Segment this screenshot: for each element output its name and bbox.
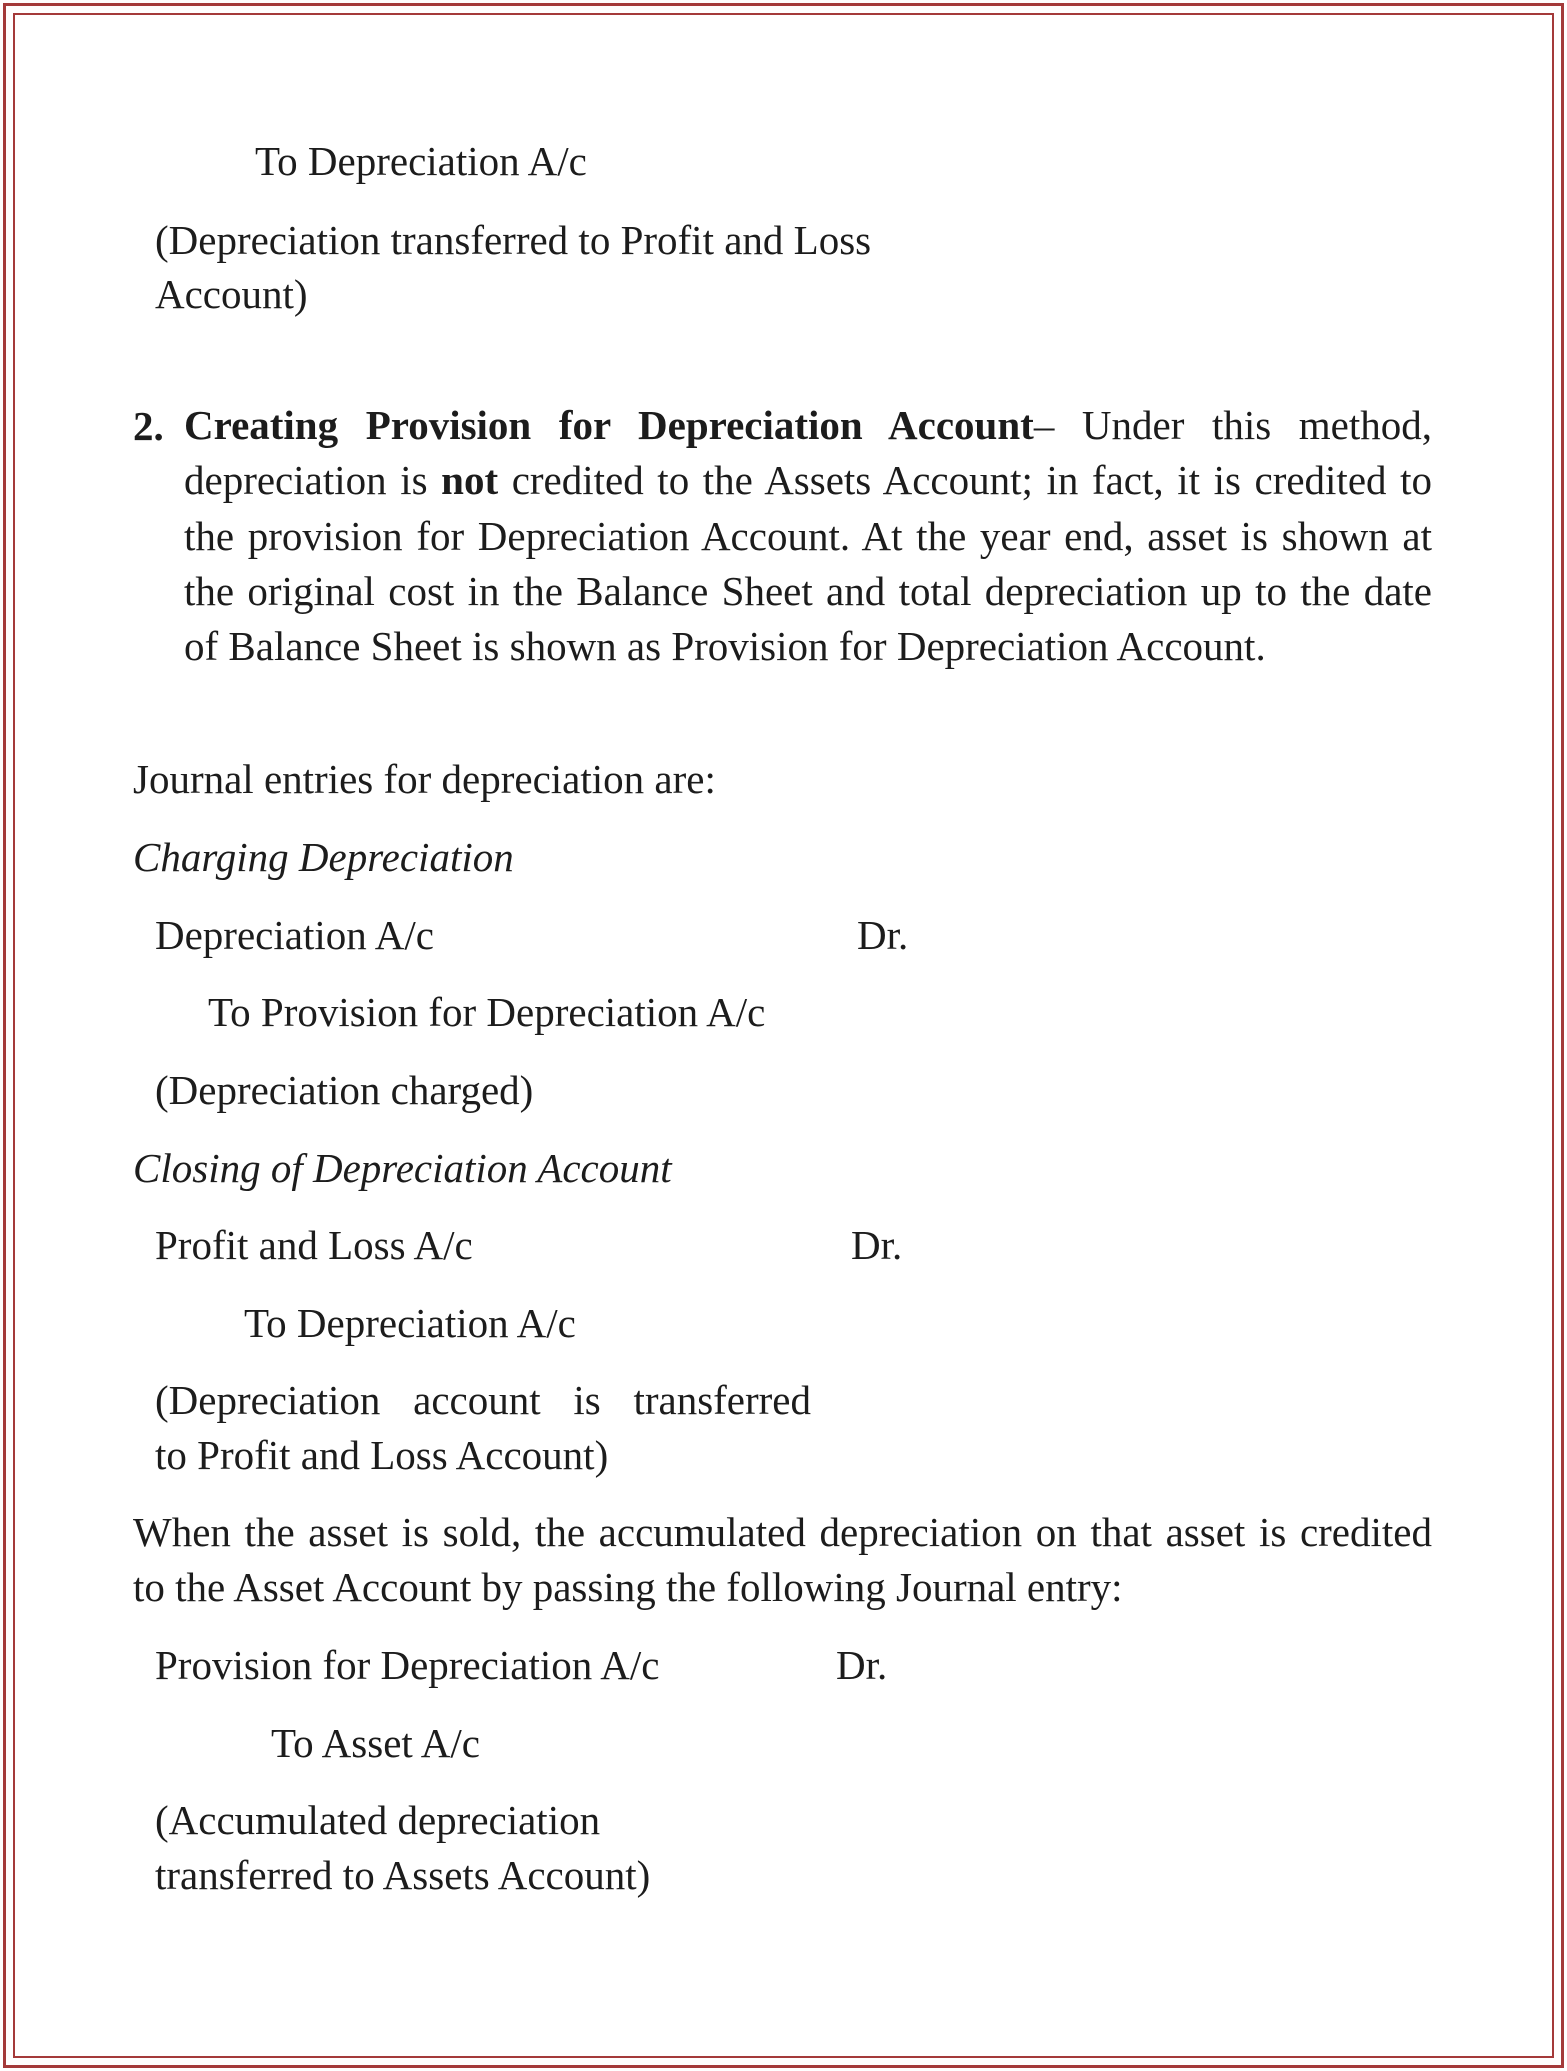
- sold-debit-account: Provision for Depreciation A/c: [155, 1642, 660, 1688]
- sold-paragraph: When the asset is sold, the accumulated depreciation on that asset is credited to the Asset Account by passing the following Journal entry:: [133, 1509, 1432, 1611]
- closing-narration-line2: to Profit and Loss Account): [155, 1432, 609, 1478]
- sold-dr-label: Dr.: [836, 1642, 888, 1688]
- charging-credit-line: To Provision for Depreciation A/c: [208, 989, 766, 1035]
- section2-text-part1: Under this method, depreciation is: [184, 402, 1432, 504]
- prev-entry-credit-line: To Depreciation A/c: [255, 138, 587, 184]
- closing-debit-account: Profit and Loss A/c: [155, 1222, 473, 1268]
- section2-emphasis: not: [441, 457, 499, 504]
- prev-entry-narration-line2: Account): [155, 271, 308, 317]
- charging-narration: (Depreciation charged): [155, 1067, 534, 1113]
- sold-narration-line1: (Accumulated depreciation: [155, 1797, 601, 1843]
- section-number: 2.: [133, 403, 164, 449]
- section2-dash: –: [1033, 402, 1055, 448]
- charging-dr-label: Dr.: [857, 912, 909, 958]
- charging-debit-account: Depreciation A/c: [155, 912, 434, 958]
- closing-heading: Closing of Depreciation Account: [133, 1145, 672, 1191]
- journal-intro: Journal entries for depreciation are:: [133, 756, 716, 802]
- closing-narration-line1: (Depreciation account is transferred: [155, 1377, 811, 1423]
- section2-heading: Creating Provision for Depreciation Account: [184, 402, 1034, 448]
- sold-credit-line: To Asset A/c: [271, 1720, 480, 1766]
- prev-entry-narration-line1: (Depreciation transferred to Profit and Loss: [155, 217, 872, 263]
- section2-text-part2: credited to the Assets Account; in fact, it is credited to the provision for Depreciation Account. At the year end, asset is shown at the original cost in the Balance Sheet and total depreciation up to the date of Balance Sheet is shown as Provision for Depreciation Account.: [184, 457, 1433, 670]
- closing-dr-label: Dr.: [851, 1222, 903, 1268]
- section2-paragraph: [184, 398, 1432, 674]
- sold-narration-line2: transferred to Assets Account): [155, 1852, 651, 1898]
- charging-heading: Charging Depreciation: [133, 834, 514, 880]
- closing-credit-line: To Depreciation A/c: [244, 1300, 576, 1346]
